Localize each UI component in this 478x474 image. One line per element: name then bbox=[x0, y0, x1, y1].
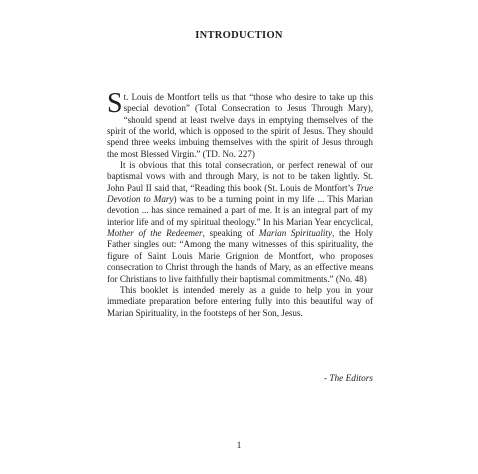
paragraph-2-text-d: , the Holy Father singles out: “Among the many witnesses of this spirituality, the figure of Saint Louis Marie Grignion de Montfort, who proposes consecration to Christ through the hands of Mary, as an effective means for Christians to live faithfully their baptismal commitments.” (No. 48) bbox=[107, 228, 374, 284]
page-number: 1 bbox=[236, 441, 242, 451]
paragraph-2-text-a: It is obvious that this total consecration, or perfect renewal of our baptismal vows with and through Mary, is not to be taken lightly. St. John Paul II said that, “Reading this book (St. Louis de Montfort’s bbox=[107, 160, 373, 193]
paragraph-2 bbox=[107, 160, 373, 285]
encyclical-title: Mother of the Redeemer bbox=[107, 228, 203, 239]
editors-signoff: - The Editors bbox=[323, 374, 373, 384]
introduction-body bbox=[107, 88, 374, 319]
paragraph-1-text: t. Louis de Montfort tells us that “those who desire to take up this special devotion” (Total Consecration to Jesus Through Mary), “should spend at least twelve days in emptying themselves of the spirit of the world, which is opposed to the spirit of Jesus. They should spend three weeks imbuing themselves with the spirit of Jesus through the most Blessed Virgin.” (TD. No. 227) bbox=[107, 92, 373, 159]
page-heading: INTRODUCTION bbox=[195, 30, 283, 41]
paragraph-2-text-b: ) was to be a turning point in my life ... This Marian devotion ... has since remained a part of me. It is an integral part of my interior life and of my spiritual theology.” In his Marian Year encyclical, bbox=[107, 194, 373, 227]
drop-cap: S bbox=[107, 88, 123, 119]
marian-spirituality-term: Marian Spirituality bbox=[258, 228, 332, 239]
paragraph-1 bbox=[107, 88, 373, 160]
paragraph-2-text-c: , speaking of bbox=[202, 228, 259, 239]
book-title-true-devotion: True Devotion to Mary bbox=[107, 182, 373, 205]
paragraph-3: This booklet is intended merely as a guide to help you in your immediate preparation before entering fully into this beautiful way of Marian Spirituality, in the footsteps of her Son, Jesus. bbox=[107, 284, 373, 318]
